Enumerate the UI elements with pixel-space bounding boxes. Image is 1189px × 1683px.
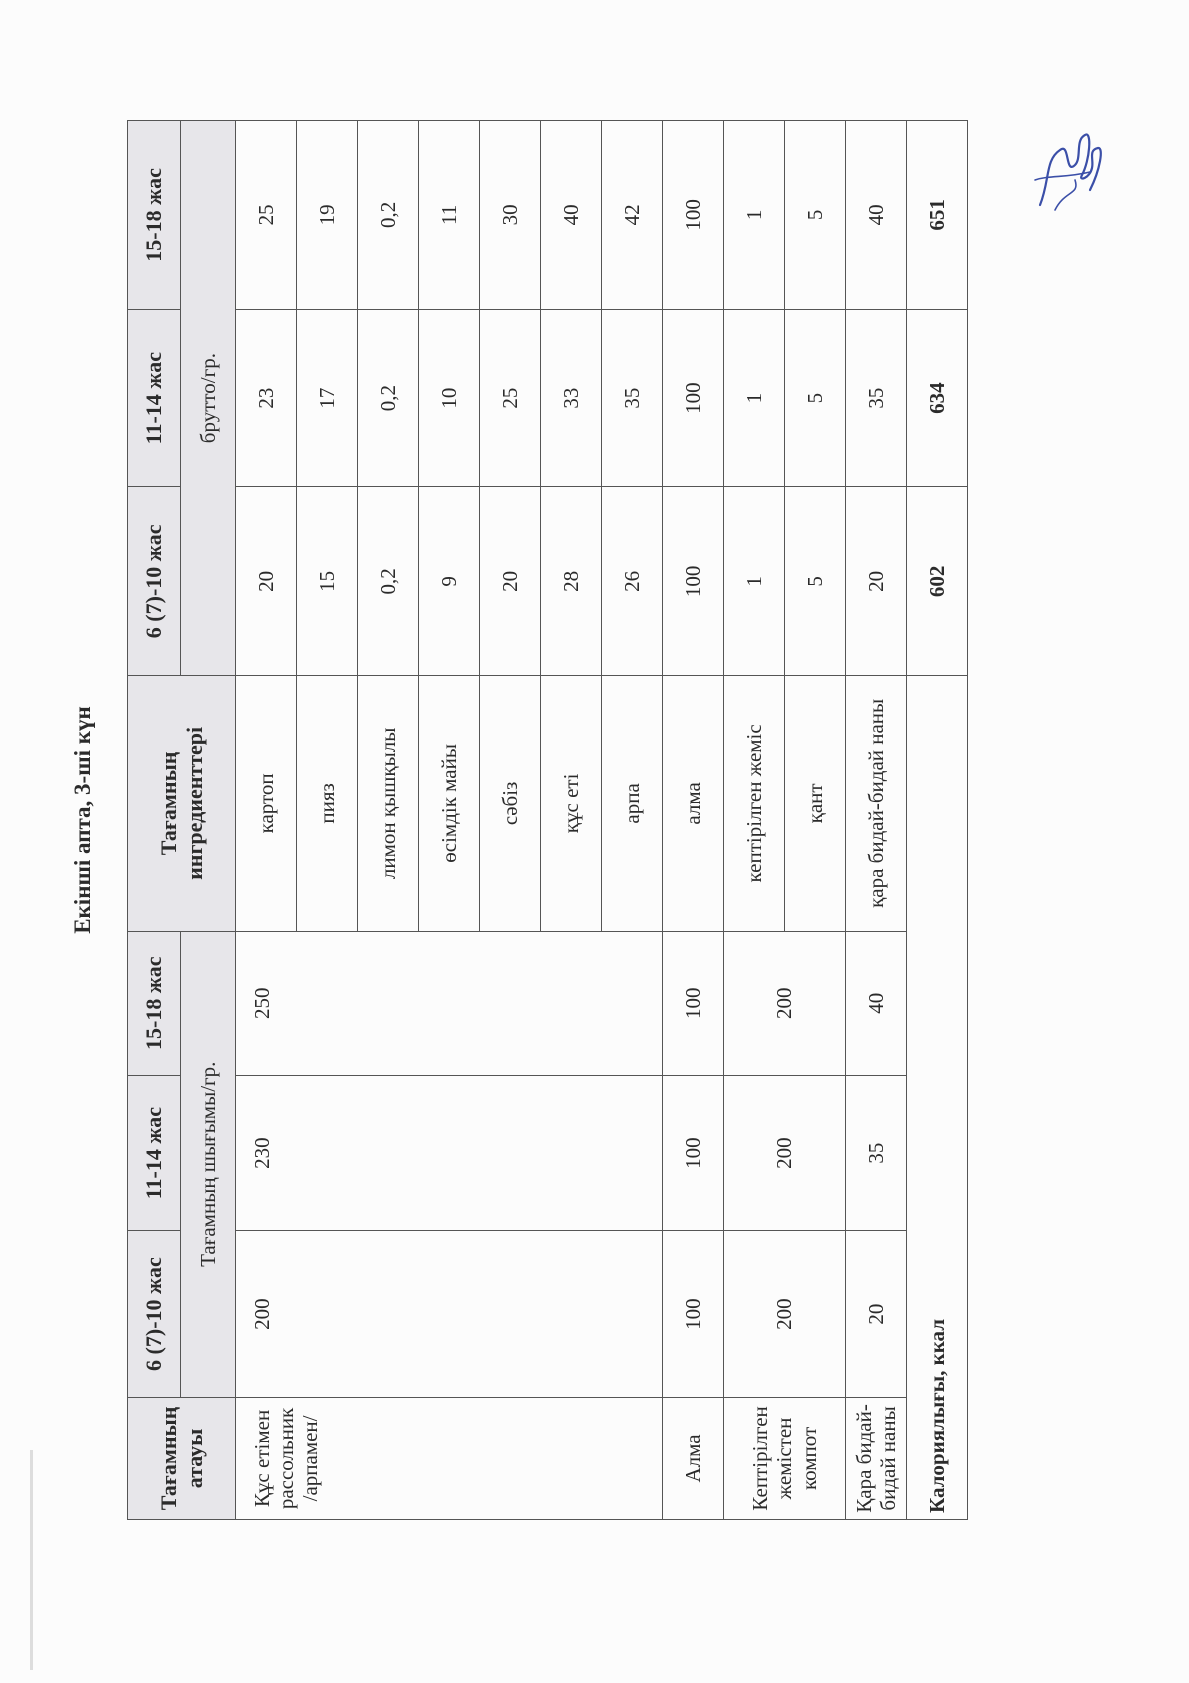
ingredient-gross: 5	[785, 309, 846, 487]
ingredient-gross: 1	[724, 121, 785, 310]
dish-yield: 100	[663, 931, 724, 1075]
ingredient-name: қара бидай-бидай наны	[846, 676, 907, 931]
ingredient-name: қант	[785, 676, 846, 931]
ingredient-gross: 30	[480, 121, 541, 310]
dish-name: Алма	[663, 1397, 724, 1519]
dish-yield: 230	[236, 1075, 663, 1230]
header-dish-name: Тағамның атауы	[128, 1397, 236, 1519]
calories-value: 651	[907, 121, 968, 310]
menu-table	[127, 120, 968, 1520]
calories-value: 634	[907, 309, 968, 487]
dish-yield: 100	[663, 1231, 724, 1398]
header-gross-unit: брутто/гр.	[181, 121, 236, 676]
dish-yield: 250	[236, 931, 663, 1075]
ingredient-name: кептірілген жеміс	[724, 676, 785, 931]
dish-yield: 40	[846, 931, 907, 1075]
dish-name: Қара бидай-бидай наны	[846, 1397, 907, 1519]
header-age-2b: 11-14 жас	[128, 309, 181, 487]
ingredient-gross: 20	[236, 487, 297, 676]
handwritten-signature	[1020, 120, 1110, 220]
ingredient-gross: 23	[236, 309, 297, 487]
table-row	[724, 121, 785, 1520]
header-yield-unit: Тағамның шығымы/гр.	[181, 931, 236, 1397]
ingredient-gross: 40	[541, 121, 602, 310]
header-age-3: 15-18 жас	[128, 931, 181, 1075]
dish-yield: 20	[846, 1231, 907, 1398]
dish-name: Кептірілген жемістен компот	[724, 1397, 846, 1519]
ingredient-gross: 9	[419, 487, 480, 676]
header-age-1: 6 (7)-10 жас	[128, 1231, 181, 1398]
ingredient-gross: 100	[663, 121, 724, 310]
header-age-3b: 15-18 жас	[128, 121, 181, 310]
ingredient-gross: 10	[419, 309, 480, 487]
ingredient-gross: 5	[785, 487, 846, 676]
header-age-2: 11-14 жас	[128, 1075, 181, 1230]
ingredient-gross: 5	[785, 121, 846, 310]
dish-yield: 200	[236, 1231, 663, 1398]
dish-yield: 200	[724, 1075, 846, 1230]
dish-yield: 200	[724, 1231, 846, 1398]
ingredient-name: құс еті	[541, 676, 602, 931]
dish-yield: 100	[663, 1075, 724, 1230]
ingredient-name: пияз	[297, 676, 358, 931]
page-title: Екінші апта, 3-ші күн	[70, 706, 95, 934]
ingredient-gross: 1	[724, 487, 785, 676]
table-row	[663, 121, 724, 1520]
ingredient-gross: 19	[297, 121, 358, 310]
ingredient-gross: 26	[602, 487, 663, 676]
ingredient-name: өсімдік майы	[419, 676, 480, 931]
ingredient-name: сәбіз	[480, 676, 541, 931]
ingredient-gross: 35	[846, 309, 907, 487]
table-row	[846, 121, 907, 1520]
calories-value: 602	[907, 487, 968, 676]
calories-label: Калориялығы, ккал	[907, 676, 968, 1520]
scan-edge-shadow	[30, 1450, 33, 1670]
ingredient-gross: 20	[480, 487, 541, 676]
ingredient-name: алма	[663, 676, 724, 931]
ingredient-gross: 25	[236, 121, 297, 310]
dish-yield: 35	[846, 1075, 907, 1230]
table-row	[236, 121, 297, 1520]
ingredient-gross: 35	[602, 309, 663, 487]
ingredient-gross: 25	[480, 309, 541, 487]
dish-name: Құс етімен рассольник /арпамен/	[236, 1397, 663, 1519]
ingredient-gross: 0,2	[358, 487, 419, 676]
ingredient-gross: 20	[846, 487, 907, 676]
ingredient-gross: 0,2	[358, 309, 419, 487]
ingredient-gross: 17	[297, 309, 358, 487]
ingredient-name: картоп	[236, 676, 297, 931]
header-ingredients: Тағамның ингредиенттері	[128, 676, 236, 931]
ingredient-gross: 28	[541, 487, 602, 676]
ingredient-gross: 11	[419, 121, 480, 310]
ingredient-gross: 100	[663, 309, 724, 487]
ingredient-gross: 40	[846, 121, 907, 310]
ingredient-gross: 1	[724, 309, 785, 487]
rotated-content	[35, 120, 1095, 1520]
header-age-1b: 6 (7)-10 жас	[128, 487, 181, 676]
ingredient-gross: 0,2	[358, 121, 419, 310]
ingredient-name: лимон қышқылы	[358, 676, 419, 931]
header-row-1	[128, 121, 181, 1520]
dish-yield: 200	[724, 931, 846, 1075]
ingredient-gross: 33	[541, 309, 602, 487]
ingredient-gross: 42	[602, 121, 663, 310]
calories-row	[907, 121, 968, 1520]
ingredient-gross: 100	[663, 487, 724, 676]
ingredient-name: арпа	[602, 676, 663, 931]
ingredient-gross: 15	[297, 487, 358, 676]
